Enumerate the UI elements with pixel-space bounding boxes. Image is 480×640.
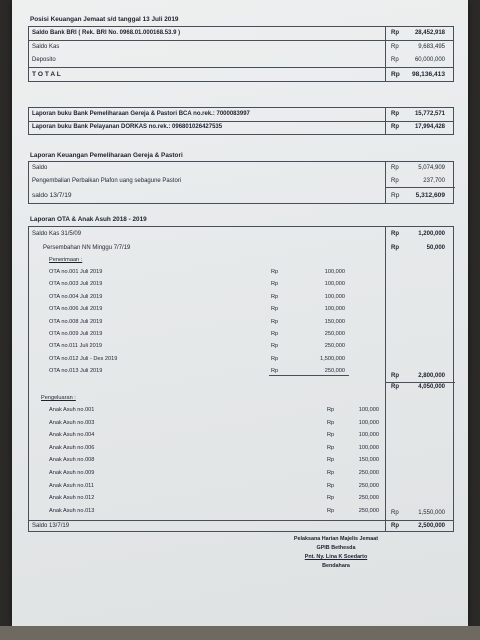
- page-title: Posisi Keuangan Jemaat s/d tanggal 13 Juli 2019: [30, 16, 179, 23]
- penerimaan-heading: Penerimaan :: [49, 257, 83, 263]
- bank-position-table: Saldo Bank BRI ( Rek. BRI No. 0968.01.000168.53.9 ) Rp 28,452,918 Saldo Kas Rp 9,683,495 Deposito Rp 60,000,000 T O T A L Rp 98,136,413: [28, 26, 454, 82]
- pengeluaran-item-currency: Rp: [327, 495, 335, 502]
- penerimaan-item-label: OTA no.006 Juli 2019: [49, 306, 103, 313]
- pengeluaran-item-currency: Rp: [327, 507, 335, 514]
- pengeluaran-item-label: Anak Asuh no.004: [49, 432, 95, 439]
- pengeluaran-item-label: Anak Asuh no.003: [49, 419, 95, 426]
- section-title: Laporan OTA & Anak Asuh 2018 - 2019: [30, 216, 147, 223]
- pengeluaran-item-amount: 100,000: [358, 407, 379, 413]
- background-surface: [0, 626, 480, 640]
- pengeluaran-item-label: Anak Asuh no.001: [49, 407, 95, 413]
- pengeluaran-item-amount: 100,000: [358, 419, 379, 426]
- penerimaan-item-label: OTA no.003 Juli 2019: [49, 281, 103, 288]
- penerimaan-item-currency: Rp: [271, 355, 279, 362]
- pengeluaran-item-amount: 250,000: [358, 495, 379, 502]
- pengeluaran-item-label: Anak Asuh no.011: [49, 482, 94, 489]
- penerimaan-item-currency: Rp: [271, 269, 279, 275]
- pengeluaran-item-currency: Rp: [327, 444, 335, 451]
- penerimaan-item-amount: 100,000: [324, 281, 345, 288]
- signature-line-4: Bendahara: [322, 563, 350, 569]
- pengeluaran-item-currency: Rp: [327, 482, 335, 489]
- signature-line-2: GPIB Bethesda: [316, 545, 356, 551]
- penerimaan-item-currency: Rp: [271, 343, 279, 350]
- penerimaan-item-amount: 100,000: [324, 269, 345, 275]
- signature-line-1: Pelaksana Harian Majelis Jemaat: [293, 536, 379, 542]
- penerimaan-item-label: OTA no.009 Juli 2019: [49, 331, 103, 337]
- pengeluaran-item-amount: 150,000: [358, 457, 379, 464]
- signature-line-3: Pnt. Ny. Lina K Soedarto: [304, 554, 368, 560]
- document-page: [12, 0, 468, 626]
- pengeluaran-item-currency: Rp: [327, 432, 335, 439]
- penerimaan-item-currency: Rp: [271, 368, 279, 375]
- pengeluaran-item-label: Anak Asuh no.013: [49, 507, 95, 514]
- penerimaan-item-label: OTA no.012 Juli - Des 2019: [49, 355, 118, 362]
- maintenance-table: Saldo Rp 5,074,909 Pengembalian Perbaikan Plafon uang sebagune Pastori Rp 237,700 saldo 13/7/19 Rp 5,312,609: [28, 161, 454, 204]
- penerimaan-item-label: OTA no.011 Juli 2019: [49, 343, 102, 350]
- pengeluaran-item-label: Anak Asuh no.008: [49, 457, 95, 464]
- pengeluaran-item-label: Anak Asuh no.012: [49, 495, 95, 502]
- penerimaan-item-label: OTA no.004 Juli 2019: [49, 293, 103, 300]
- pengeluaran-item-amount: 250,000: [358, 507, 379, 514]
- pengeluaran-item-currency: Rp: [327, 407, 335, 413]
- penerimaan-item-amount: 100,000: [324, 293, 345, 300]
- pengeluaran-item-currency: Rp: [327, 457, 335, 464]
- section-title: Laporan Keuangan Pemeliharaan Gereja & Pastori: [30, 152, 183, 159]
- pengeluaran-item-amount: 250,000: [358, 482, 379, 489]
- pengeluaran-item-currency: Rp: [327, 419, 335, 426]
- penerimaan-item-currency: Rp: [271, 306, 279, 313]
- penerimaan-item-amount: 250,000: [324, 368, 345, 375]
- pengeluaran-heading: Pengeluaran :: [41, 395, 76, 401]
- penerimaan-item-amount: 1,500,000: [320, 355, 345, 362]
- penerimaan-item-currency: Rp: [271, 293, 279, 300]
- pengeluaran-item-amount: 100,000: [358, 444, 379, 451]
- ota-table: Saldo Kas 31/5/09 Rp 1,200,000 Persembahan NN Minggu 7/7/19 Rp 50,000 Penerimaan : OTA no.001 Juli 2019 Rp 100,000 OTA no.003 Juli 2019 Rp 100,000 OTA no.004 Juli 2019 Rp 100,000 OTA no.006 Juli 2019 Rp 100,000 OTA no.008 Juli 2019 Rp 150,000 OTA no.009 Juli 2019 Rp 250,000 OTA no.011 Juli 2019 Rp 250,000 OTA no.012 Juli - Des 2019 Rp 1,500,000 OTA no.013 Juli 2019 Rp 250,000 Rp 2,800,000 Rp 4,050,000 Pengeluaran : Anak Asuh no.001 Rp 100,000 Anak Asuh no.003 Rp 100,000 Anak Asuh no.004 Rp 100,000 Anak Asuh no.006 Rp 100,000 Anak Asuh no.008 Rp 150,000 Anak Asuh no.009 Rp 250,000 Anak Asuh no.011 Rp 250,000 Anak Asuh no.012 Rp 250,000 Anak Asuh no.013 Rp 250,000 Rp 1,550,000 Saldo 13/7/19 Rp 2,500,000: [28, 226, 454, 532]
- pengeluaran-item-label: Anak Asuh no.009: [49, 470, 95, 476]
- penerimaan-item-amount: 250,000: [324, 331, 345, 337]
- penerimaan-item-label: OTA no.001 Juli 2019: [49, 269, 103, 275]
- penerimaan-item-label: OTA no.008 Juli 2019: [49, 318, 103, 325]
- bank-books-table: Laporan buku Bank Pemeliharaan Gereja & Pastori BCA no.rek.: 7000083997 Rp 15,772,571 Laporan buku Bank Pelayanan DORKAS no.rek.: 096801026427535 Rp 17,994,428: [28, 107, 454, 135]
- penerimaan-item-amount: 100,000: [324, 306, 345, 313]
- penerimaan-item-currency: Rp: [271, 281, 279, 288]
- pengeluaran-item-amount: 250,000: [358, 470, 379, 476]
- pengeluaran-item-currency: Rp: [327, 470, 335, 476]
- pengeluaran-item-label: Anak Asuh no.006: [49, 444, 95, 451]
- penerimaan-item-currency: Rp: [271, 331, 279, 337]
- penerimaan-item-amount: 150,000: [324, 318, 345, 325]
- penerimaan-item-amount: 250,000: [324, 343, 345, 350]
- penerimaan-item-currency: Rp: [271, 318, 279, 325]
- pengeluaran-item-amount: 100,000: [358, 432, 379, 439]
- penerimaan-item-label: OTA no.013 Juli 2019: [49, 368, 103, 375]
